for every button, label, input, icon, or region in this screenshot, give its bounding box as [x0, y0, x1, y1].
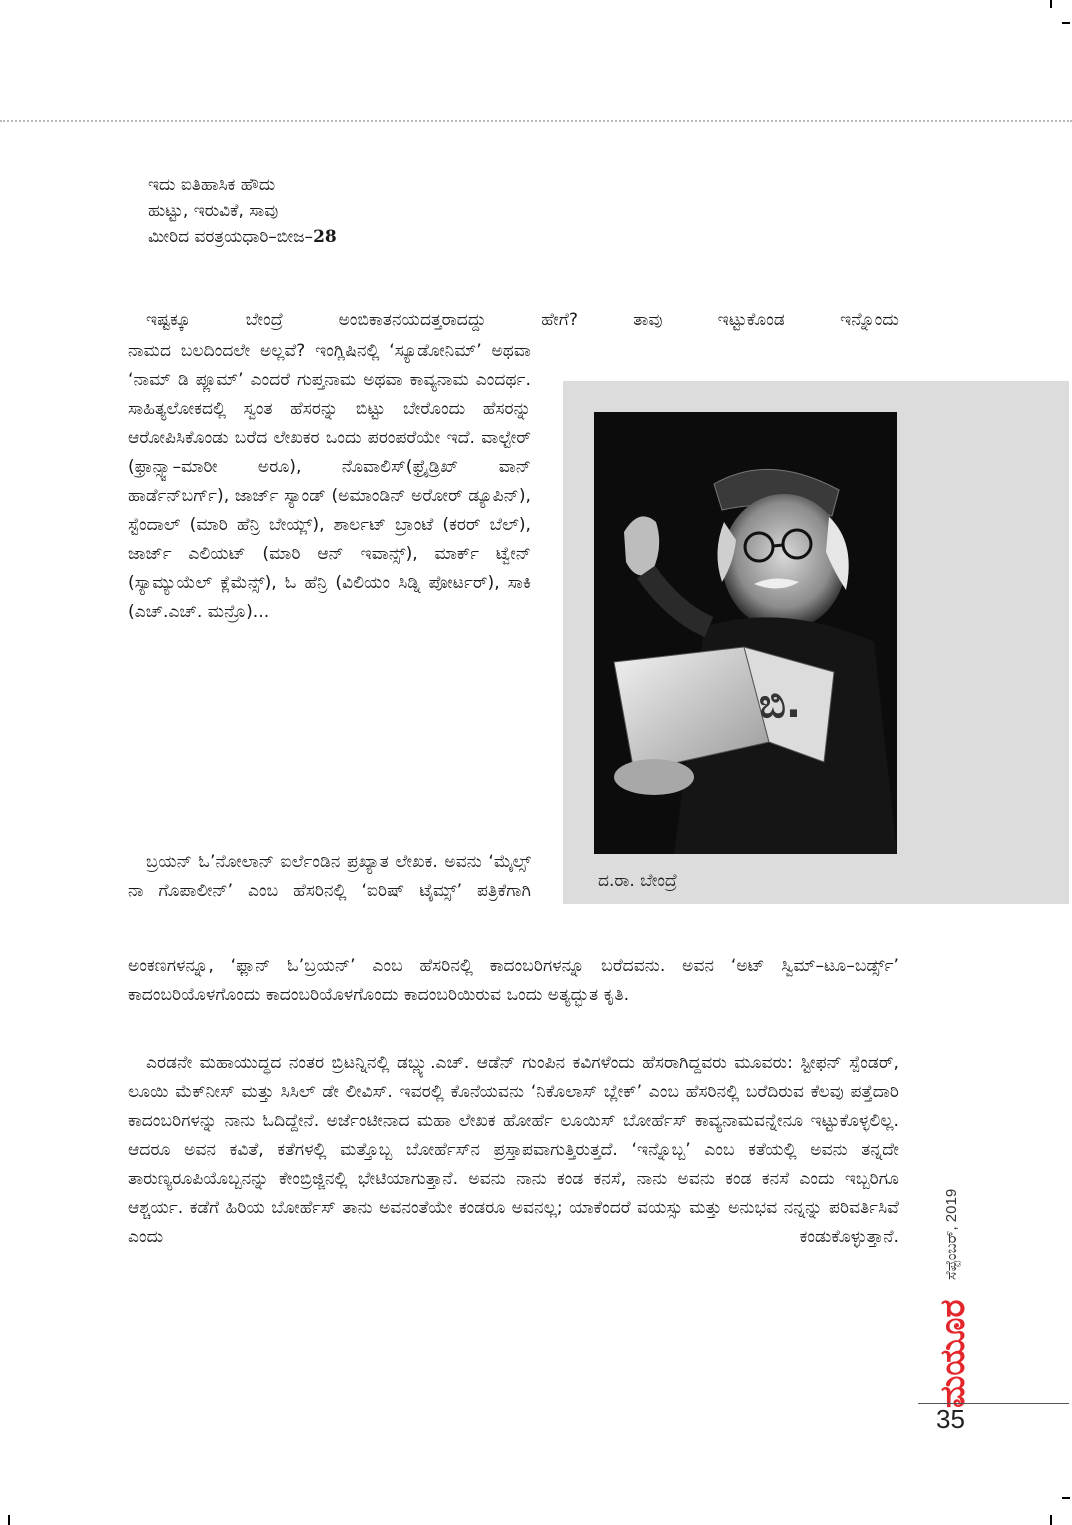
- portrait-photo: [594, 412, 897, 854]
- crop-mark: [1062, 22, 1070, 24]
- portrait-illustration: [594, 412, 897, 854]
- poem-line: [148, 224, 337, 250]
- header-dotted-rule: [0, 120, 1072, 122]
- poem-line: ಹುಟ್ಟು, ಇರುವಿಕೆ, ಸಾವು: [148, 201, 279, 221]
- issue-date-text: ಸೆಪ್ಟೆಂಬರ್, 2019: [943, 1188, 960, 1280]
- crop-mark: [1050, 1515, 1052, 1525]
- photo-caption: ದ.ರಾ. ಬೇಂದ್ರೆ: [598, 871, 678, 891]
- paragraph-1-wrapped: ನಾಮದ ಬಲದಿಂದಲೇ ಅಲ್ಲವೆ? ಇಂಗ್ಲಿಷಿನಲ್ಲಿ ‘ಸ್ಯೂಡೋನಿಮ್’ ಅಥವಾ ‘ನಾಮ್ ಡಿ ಪ್ಲೂಮ್’ ಎಂದರೆ ಗುಪ್ತನಾಮ ಅಥವಾ ಕಾವ್ಯನಾಮ ಎಂದರ್ಥ. ಸಾಹಿತ್ಯಲೋಕದಲ್ಲಿ ಸ್ವಂತ ಹೆಸರನ್ನು ಬಿಟ್ಟು ಬೇರೊಂದು ಹೆಸರನ್ನು ಆರೋಪಿಸಿಕೊಂಡು ಬರೆದ ಲೇಖಕರ ಒಂದು ಪರಂಪರೆಯೇ ಇದೆ. ವಾಲ್ಟೇರ್ (ಫ್ರಾನ್ಸ್ವಾ–ಮಾರೀ ಅರೂ), ನೊವಾಲಿಸ್(ಫ್ರೈಡ್ರಿಖ್ ವಾನ್ ಹಾರ್ಡೆನ್‌ಬರ್ಗ್), ಜಾರ್ಜ್ ಸ್ಯಾಂಡ್ (ಅಮಾಂಡಿನ್ ಅರೋರ್ ಡ್ಯೂಪಿನ್), ಸ್ಟೆಂದಾಲ್ (ಮಾರಿ ಹೆನ್ರಿ ಬೇಯ್ಲ್), ಶಾರ್ಲಟ್ ಬ್ರಾಂಟೆ (ಕರರ್ ಬೆಲ್), ಜಾರ್ಜ್ ಎಲಿಯಟ್ (ಮಾರಿ ಆನ್ ಇವಾನ್ಸ್), ಮಾರ್ಕ್ ಟ್ವೇನ್ (ಸ್ಯಾಮ್ಯುಯೆಲ್ ಕ್ಲೆಮೆನ್ಸ್), ಓ ಹೆನ್ರಿ (ವಿಲಿಯಂ ಸಿಡ್ನಿ ಪೋರ್ಟರ್), ಸಾಕಿ (ಎಚ್.ಎಚ್. ಮನ್ರೊ)...: [128, 341, 531, 622]
- poem-line: ಇದು ಐತಿಹಾಸಿಕ ಹೌದು: [148, 175, 276, 195]
- poem-line-number: 28: [313, 227, 337, 247]
- crop-mark: [8, 1515, 10, 1525]
- crop-mark: [1062, 1497, 1070, 1499]
- book-cover-title: ಬಿ.: [759, 681, 802, 727]
- paragraph-1-intro: ಇಷ್ಟಕ್ಕೂ ಬೇಂದ್ರೆ ಅಂಬಿಕಾತನಯದತ್ತರಾದದ್ದು ಹೇಗೆ? ತಾವು ಇಟ್ಟುಕೊಂಡ ಇನ್ನೊಂದು: [146, 310, 899, 330]
- mayura-logo-icon: [934, 1292, 970, 1410]
- crop-mark: [1050, 0, 1052, 8]
- paragraph-2-full: ಅಂಕಣಗಳನ್ನೂ, ‘ಫ್ಲಾನ್ ಓ’ಬ್ರಯನ್’ ಎಂಬ ಹೆಸರಿನಲ್ಲಿ ಕಾದಂಬರಿಗಳನ್ನೂ ಬರೆದವನು. ಅವನ ‘ಅಟ್ ಸ್ವಿಮ್–ಟೂ–ಬರ್ಡ್ಸ್’ ಕಾದಂಬರಿಯೊಳಗೊಂದು ಕಾದಂಬರಿಯೊಳಗೊಂದು ಕಾದಂಬರಿಯಿರುವ ಒಂದು ಅತ್ಯದ್ಭುತ ಕೃತಿ.: [128, 956, 899, 1005]
- issue-date-vertical: [938, 1080, 966, 1280]
- paragraph-3: ಎರಡನೇ ಮಹಾಯುದ್ಧದ ನಂತರ ಬ್ರಿಟನ್ನಿನಲ್ಲಿ ಡಬ್ಲ್ಯು.ಎಚ್. ಆಡೆನ್ ಗುಂಪಿನ ಕವಿಗಳೆಂದು ಹೆಸರಾಗಿದ್ದವರು ಮೂವರು: ಸ್ಟೀಫನ್ ಸ್ಪೆಂಡರ್, ಲೂಯಿ ಮೆಕ್‌ನೀಸ್ ಮತ್ತು ಸಿಸಿಲ್ ಡೇ ಲೀವಿಸ್. ಇವರಲ್ಲಿ ಕೊನೆಯವನು ‘ನಿಕೊಲಾಸ್ ಬ್ಲೇಕ್’ ಎಂಬ ಹೆಸರಿನಲ್ಲಿ ಬರೆದಿರುವ ಕೆಲವು ಪತ್ತೆದಾರಿ ಕಾದಂಬರಿಗಳನ್ನು ನಾನು ಓದಿದ್ದೇನೆ. ಅರ್ಜೆಂಟೀನಾದ ಮಹಾ ಲೇಖಕ ಹೋರ್ಹೆ ಲೂಯಿಸ್ ಬೋರ್ಹೆಸ್ ಕಾವ್ಯನಾಮವನ್ನೇನೂ ಇಟ್ಟುಕೊಳ್ಳಲಿಲ್ಲ. ಆದರೂ ಅವನ ಕವಿತೆ, ಕತೆಗಳಲ್ಲಿ ಮತ್ತೊಬ್ಬ ಬೋರ್ಹೆಸ್‌ನ ಪ್ರಸ್ತಾಪವಾಗುತ್ತಿರುತ್ತದೆ. ‘ಇನ್ನೊಬ್ಬ’ ಎಂಬ ಕತೆಯಲ್ಲಿ ಅವನು ತನ್ನದೇ ತಾರುಣ್ಯರೂಪಿಯೊಬ್ಬನನ್ನು ಕೇಂಬ್ರಿಜ್ಜಿನಲ್ಲಿ ಭೇಟಿಯಾಗುತ್ತಾನೆ. ಅವನು ನಾನು ಕಂಡ ಕನಸೆ, ನಾನು ಅವನು ಕಂಡ ಕನಸೆ ಎಂದು ಇಬ್ಬರಿಗೂ ಆಶ್ಚರ್ಯ. ಕಡೆಗೆ ಹಿರಿಯ ಬೋರ್ಹೆಸ್ ತಾನು ಅವನಂತೆಯೇ ಕಂಡರೂ ಅವನಲ್ಲ; ಯಾಕೆಂದರೆ ವಯಸ್ಸು ಮತ್ತು ಅನುಭವ ನನ್ನನ್ನು ಪರಿವರ್ತಿಸಿವೆ ಎಂದು ಕಂಡುಕೊಳ್ಳುತ್ತಾನೆ.: [128, 1053, 899, 1247]
- figure-panel: [563, 381, 1069, 904]
- magazine-logo: [934, 1292, 970, 1410]
- page-number: 35: [936, 1404, 965, 1434]
- poem-stanza: [148, 172, 337, 250]
- poem-line-text: ಮೀರಿದ ವರತ್ರಯಧಾರಿ–ಬೀಜ–: [148, 227, 314, 247]
- paragraph-2-wrapped: ಬ್ರಯನ್ ಓ’ನೋಲಾನ್ ಐರ್ಲೆಂಡಿನ ಪ್ರಖ್ಯಾತ ಲೇಖಕ. ಅವನು ‘ಮೈಲ್ಸ್ ನಾ ಗೊಪಾಲೀನ್’ ಎಂಬ ಹೆಸರಿನಲ್ಲಿ ‘ಐರಿಷ್ ಟೈಮ್ಸ್’ ಪತ್ರಿಕೆಗಾಗಿ: [128, 852, 531, 901]
- logo-text: ಮಯೂರ: [934, 1299, 970, 1408]
